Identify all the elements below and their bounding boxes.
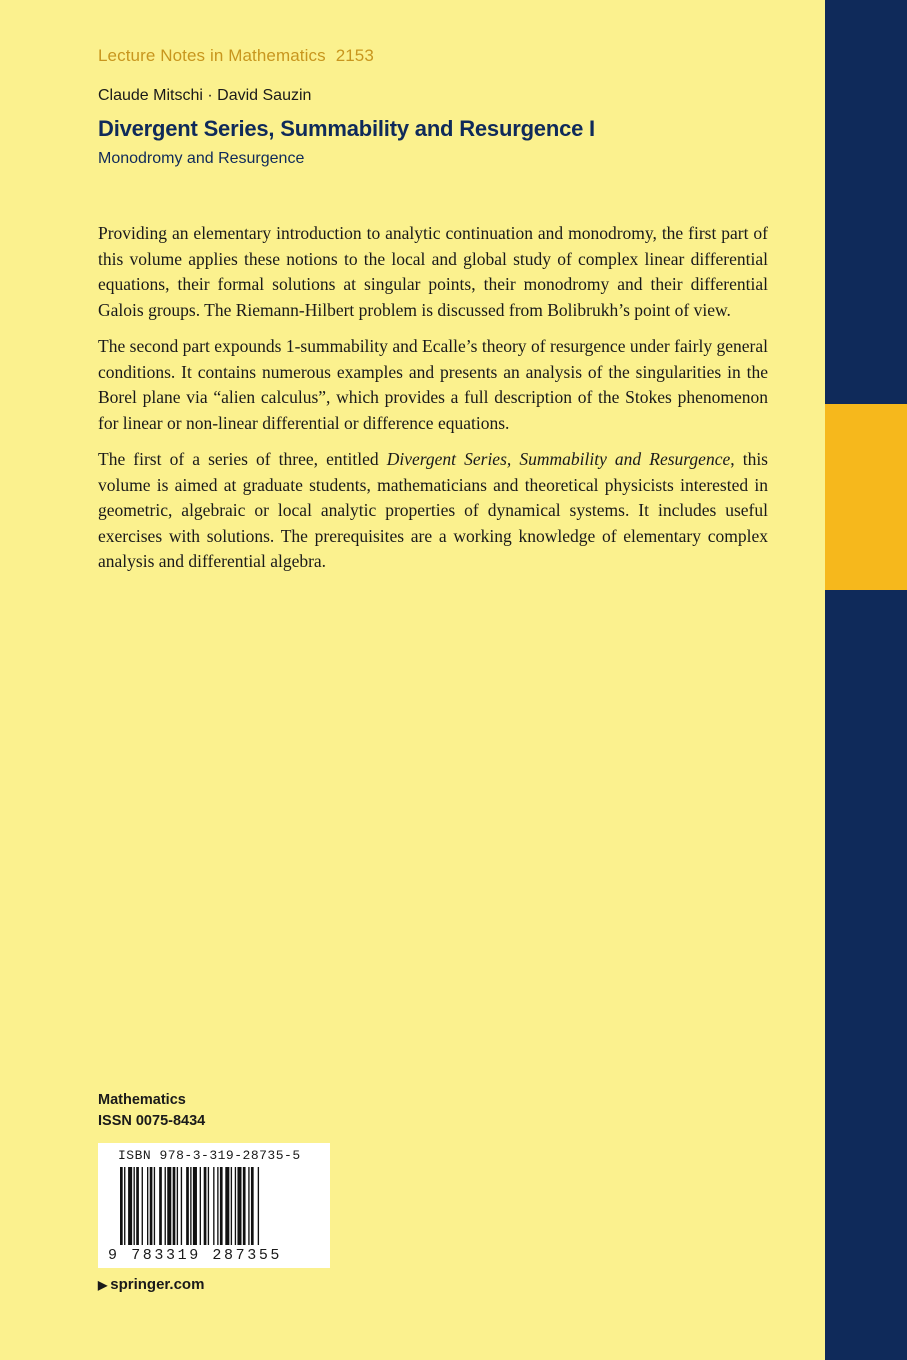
- subject-block: [98, 1090, 205, 1132]
- barcode-icon: [120, 1167, 310, 1247]
- blurb-p3-end: , this volume is aimed at graduate students, mathematicians and theoretical physicists interested in geometric, algebraic or local analytic properties of dynamical systems. It includes useful exercises with solutions. The prerequisites are a working knowledge of elementary complex analysis and differential algebra.: [98, 449, 768, 571]
- subject-label: Mathematics: [98, 1092, 186, 1108]
- series-number: 2153: [335, 46, 374, 65]
- issn: ISSN 0075-8434: [98, 1113, 206, 1129]
- side-color-bar: [825, 0, 907, 1360]
- book-subtitle: Monodromy and Resurgence: [98, 150, 305, 167]
- barcode-box: [98, 1143, 330, 1268]
- blurb-paragraph-1: Providing an elementary introduction to analytic continuation and monodromy, the first part of this volume applies these notions to the local and global study of complex linear differential equations, their formal solutions at singular points, their monodromy and their differential Galois groups. The Riemann-Hilbert problem is discussed from Bolibrukh’s point of view.: [98, 223, 768, 320]
- site-label: springer.com: [110, 1276, 205, 1293]
- authors: Claude Mitschi · David Sauzin: [98, 87, 312, 104]
- series-name: Lecture Notes in Mathematics: [98, 46, 326, 65]
- arrow-right-icon: ▶: [98, 1278, 108, 1292]
- side-accent-bar: [825, 404, 907, 590]
- series-title-italic: Divergent Series, Summability and Resurgence: [386, 449, 731, 469]
- publisher-site[interactable]: [98, 1276, 204, 1293]
- book-title: Divergent Series, Summability and Resurgence I: [98, 116, 595, 141]
- barcode-digits: 9 783319 287355: [108, 1247, 283, 1264]
- blurb: [98, 221, 768, 586]
- isbn-label: ISBN 978-3-319-28735-5: [118, 1148, 301, 1163]
- blurb-paragraph-2: The second part expounds 1-summability and Ecalle’s theory of resurgence under fairly general conditions. It contains numerous examples and presents an analysis of the singularities in the Borel plane via “alien calculus”, which provides a full description of the Stokes phenomenon for linear or non-linear differential or difference equations.: [98, 336, 768, 433]
- blurb-paragraph-3: [98, 447, 768, 575]
- series-line: [98, 46, 374, 66]
- blurb-p3-start: The first of a series of three, entitled: [98, 449, 387, 469]
